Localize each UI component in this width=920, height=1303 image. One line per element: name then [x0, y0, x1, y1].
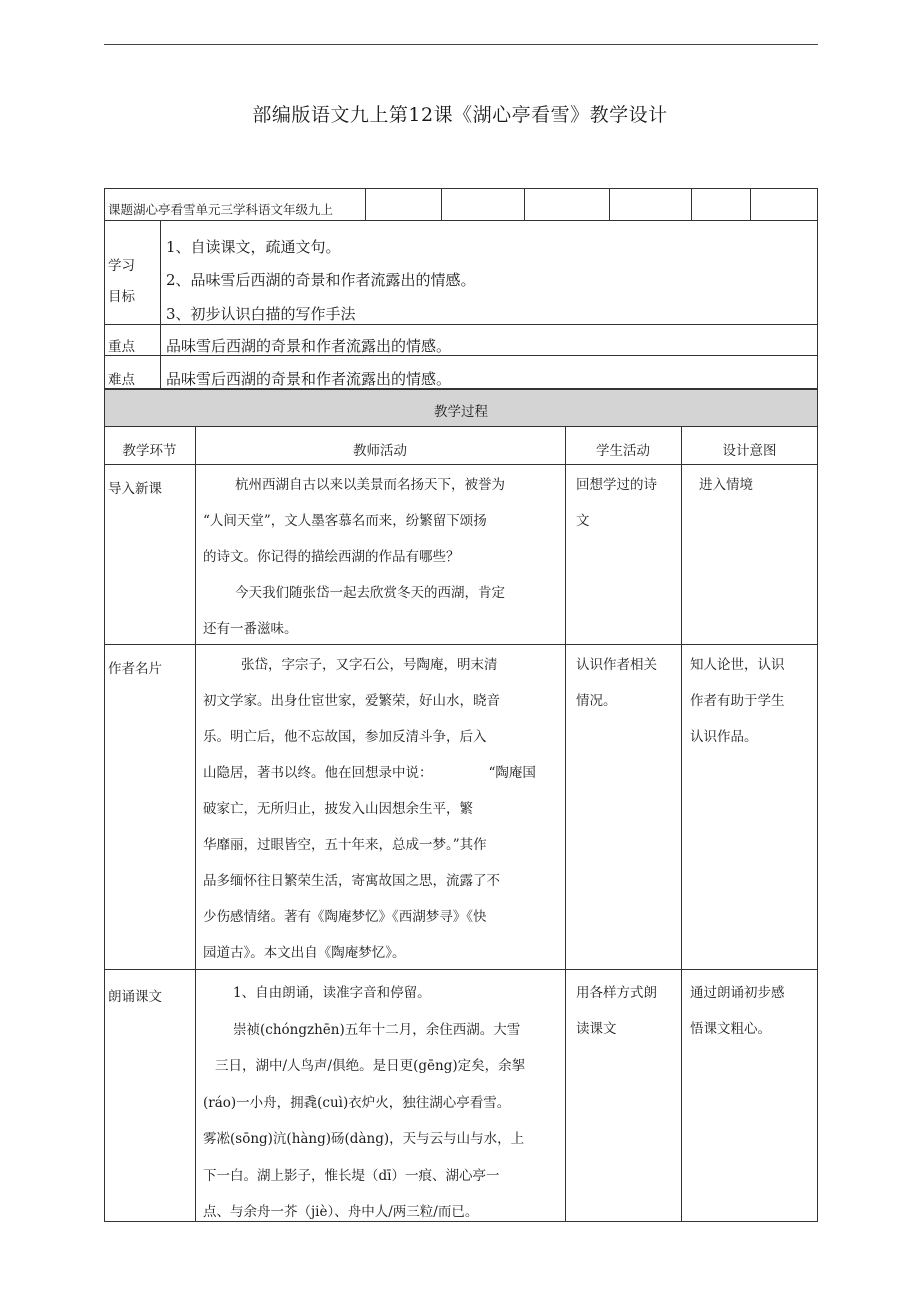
intent-line: 进入情境	[699, 477, 753, 493]
header-divider	[365, 188, 366, 221]
intent-line: 认识作品。	[690, 729, 758, 745]
objective-item: 3、初步认识白描的写作手法	[166, 305, 356, 323]
teacher-line: 点、与余舟一芥（jiè）、舟中人/两三粒/而已。	[203, 1204, 479, 1220]
teacher-line: 1、自由朗诵，读准字音和停留。	[233, 985, 431, 1001]
design-intent	[699, 467, 753, 503]
intent-line: 通过朗诵初步感	[690, 985, 785, 1001]
column-header-intent: 设计意图	[722, 443, 777, 459]
difficult-point-label: 难点	[108, 372, 135, 388]
teacher-line: (ráo)一小舟，拥毳(cuì)衣炉火，独往湖心亭看雪。	[203, 1094, 511, 1111]
document-title: 部编版语文九上第12课《湖心亭看雪》教学设计	[252, 104, 668, 126]
teacher-line: 品多缅怀往日繁荣生活，寄寓故国之思，流露了不	[203, 873, 500, 889]
teacher-activity	[203, 647, 536, 971]
design-intent	[690, 975, 785, 1047]
column-header-teacher: 教师活动	[353, 443, 407, 459]
student-line: 回想学过的诗	[576, 477, 657, 493]
process-header: 教学过程	[434, 404, 488, 420]
header-divider	[524, 188, 525, 221]
design-intent	[690, 647, 785, 755]
column-divider	[565, 427, 566, 1222]
stage-label: 朗诵课文	[108, 989, 162, 1005]
teacher-line: 今天我们随张岱一起去欣赏冬天的西湖，肯定	[235, 585, 505, 601]
teacher-line: 华靡丽，过眼皆空，五十年来，总成一梦。”其作	[203, 837, 487, 853]
teacher-activity	[203, 975, 525, 1231]
student-activity	[576, 647, 657, 719]
key-point-label: 重点	[108, 339, 135, 355]
student-activity	[576, 975, 657, 1047]
teacher-line: 三日，湖中/人鸟声/俱绝。是日更(gēng)定矣，余挐	[215, 1058, 526, 1074]
key-point-text: 品味雪后西湖的奇景和作者流露出的情感。	[166, 337, 452, 355]
column-header-student: 学生活动	[596, 443, 650, 459]
top-rule	[104, 44, 818, 45]
student-line: 用各样方式朗	[576, 985, 657, 1001]
teacher-line: 的诗文。你记得的描绘西湖的作品有哪些？	[203, 549, 460, 565]
teacher-line: 张岱，字宗子，又字石公，号陶庵，明末清	[241, 657, 498, 673]
header-divider	[691, 188, 692, 221]
student-line: 读课文	[576, 1021, 617, 1037]
teacher-line-wrap	[203, 755, 536, 791]
objective-item: 2、品味雪后西湖的奇景和作者流露出的情感。	[166, 271, 476, 289]
objectives-label-2: 目标	[108, 289, 135, 305]
column-header-stage: 教学环节	[122, 443, 177, 459]
teacher-line: 杭州西湖自古以来以美景而名扬天下，被誉为	[235, 477, 505, 493]
objective-item: 1、自读课文，疏通文句。	[166, 238, 341, 256]
teacher-line: 崇祯(chóngzhēn)五年十二月，余住西湖。大雪	[233, 1021, 521, 1038]
teacher-line: 山隐居，著书以终。他在回想录中说：	[203, 765, 433, 781]
teacher-activity	[203, 467, 505, 647]
header-divider	[441, 188, 442, 221]
student-line: 情况。	[576, 693, 617, 709]
teacher-line: 雾凇(sōng)沆(hàng)砀(dàng)，天与云与山与水，上	[203, 1131, 525, 1147]
header-row-text: 课题湖心亭看雪单元三学科语文年级九上	[108, 202, 334, 217]
student-line: 文	[576, 513, 590, 529]
teacher-line: 乐。明亡后，他不忘故国，参加反清斗争，后入	[203, 729, 487, 745]
teacher-line: “人间天堂”，文人墨客慕名而来，纷繁留下颂扬	[203, 513, 487, 529]
header-divider	[609, 188, 610, 221]
objectives-divider	[160, 221, 161, 325]
header-divider	[750, 188, 751, 221]
column-divider	[681, 427, 682, 1222]
intent-line: 悟课文粗心。	[690, 1021, 771, 1037]
teacher-line: 园道古》。本文出自《陶庵梦忆》。	[203, 945, 406, 961]
teacher-line: 破家亡，无所归止，披发入山因想余生平，繁	[203, 801, 473, 817]
teacher-line: 少伤感情绪。著有《陶庵梦忆》《西湖梦寻》《快	[203, 909, 487, 925]
stage-label: 作者名片	[108, 661, 162, 677]
difficult-point-text: 品味雪后西湖的奇景和作者流露出的情感。	[166, 370, 452, 388]
intent-line: 知人论世，认识	[690, 657, 785, 673]
key-point-divider	[160, 325, 161, 356]
column-divider	[195, 427, 196, 1222]
student-line: 认识作者相关	[576, 657, 657, 673]
teacher-line: 还有一番滋味。	[203, 621, 298, 637]
stage-label: 导入新课	[108, 481, 162, 497]
intent-line: 作者有助于学生	[690, 693, 785, 709]
objectives-label-1: 学习	[108, 258, 135, 274]
student-activity	[576, 467, 657, 539]
difficult-point-divider	[160, 356, 161, 389]
teacher-line: 下一白。湖上影子，惟长堤（dī）一痕、湖心亭一	[203, 1167, 500, 1184]
teacher-line: “陶庵国	[488, 765, 536, 781]
teacher-line: 初文学家。出身仕宦世家，爱繁荣，好山水，晓音	[203, 693, 500, 709]
